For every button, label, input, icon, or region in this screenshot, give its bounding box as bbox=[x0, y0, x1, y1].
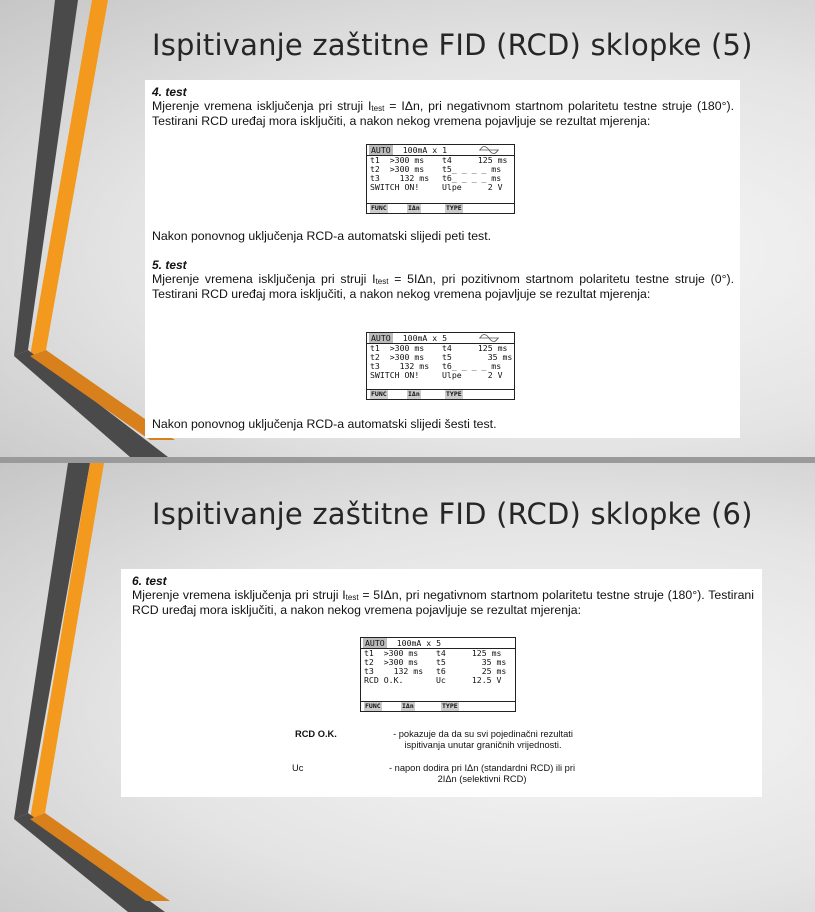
document-excerpt bbox=[121, 569, 762, 797]
legend-term: Uc bbox=[292, 763, 304, 773]
waveform-icon bbox=[478, 145, 500, 154]
meter-display bbox=[366, 332, 515, 400]
result-row: SWITCH ON! Ulpe 2 V bbox=[370, 182, 503, 192]
idn-key: IΔn bbox=[408, 204, 420, 212]
mode-label: AUTO bbox=[365, 638, 385, 648]
result-row: t2 >300 ms t5 35 ms bbox=[364, 657, 507, 667]
func-key: FUNC bbox=[371, 204, 387, 212]
func-key: FUNC bbox=[371, 390, 387, 398]
legend-term: RCD O.K. bbox=[295, 729, 337, 739]
result-row: t3 132 ms t6 25 ms bbox=[364, 666, 507, 676]
range-label: 100mA x 5 bbox=[396, 638, 442, 648]
func-key: FUNC bbox=[365, 702, 381, 710]
result-row: t3 132 ms t6_ _ _ _ ms bbox=[370, 361, 502, 371]
slide-6 bbox=[0, 463, 815, 912]
test-heading: 4. test bbox=[152, 85, 187, 99]
idn-key: IΔn bbox=[402, 702, 414, 710]
range-label: 100mA x 5 bbox=[402, 333, 448, 343]
test-4-section bbox=[152, 86, 734, 128]
softkey-bar bbox=[367, 389, 514, 399]
softkey-bar bbox=[367, 203, 514, 213]
result-row: t1 >300 ms t4 125 ms bbox=[370, 343, 508, 353]
mode-label: AUTO bbox=[371, 145, 391, 155]
test-heading: 5. test bbox=[152, 258, 187, 272]
meter-display bbox=[360, 637, 516, 712]
waveform-icon bbox=[478, 333, 500, 342]
result-row: t2 >300 ms t5_ _ _ _ ms bbox=[370, 164, 502, 174]
range-label: 100mA x 1 bbox=[402, 145, 448, 155]
test-6-section bbox=[132, 575, 754, 617]
test-note: Nakon ponovnog uključenja RCD-a automatski slijedi peti test. bbox=[152, 229, 492, 243]
test-heading: 6. test bbox=[132, 574, 167, 588]
slide-title: Ispitivanje zaštitne FID (RCD) sklopke (5) bbox=[152, 28, 753, 62]
test-5-section bbox=[152, 259, 734, 301]
document-excerpt bbox=[145, 80, 740, 438]
result-row: t2 >300 ms t5 35 ms bbox=[370, 352, 513, 362]
result-row: RCD O.K. Uc 12.5 V bbox=[364, 675, 502, 685]
test-description: Mjerenje vremena isključenja pri struji $I_{test} = 5I\Delta n$, pri pozitivnom startnom polaritetu testne struje (0°). Testirani RCD uređaj mora isključiti, a nakon nekog vremena pojavljuje se rezultat mjerenja: bbox=[152, 272, 735, 301]
test-description: Mjerenje vremena isključenja pri struji $I_{test} = I\Delta n$, pri negativnom startnom polaritetu testne struje (180°). Testirani RCD uređaj mora isključiti, a nakon nekog vremena pojavljuje se rezultat mjerenja: bbox=[152, 99, 735, 128]
mode-label: AUTO bbox=[371, 333, 391, 343]
result-row: SWITCH ON! Ulpe 2 V bbox=[370, 370, 503, 380]
result-row: t1 >300 ms t4 125 ms bbox=[364, 648, 502, 658]
result-row: t1 >300 ms t4 125 ms bbox=[370, 155, 508, 165]
meter-display bbox=[366, 144, 515, 214]
type-key: TYPE bbox=[442, 702, 458, 710]
type-key: TYPE bbox=[446, 390, 462, 398]
softkey-bar bbox=[361, 701, 515, 711]
type-key: TYPE bbox=[446, 204, 462, 212]
slide-title: Ispitivanje zaštitne FID (RCD) sklopke (6) bbox=[152, 497, 753, 531]
legend-description: - pokazuje da da su svi pojedinačni rezultati ispitivanja unutar graničnih vrijednosti. bbox=[393, 729, 573, 750]
test-note: Nakon ponovnog uključenja RCD-a automatski slijedi šesti test. bbox=[152, 417, 497, 431]
result-row: t3 132 ms t6_ _ _ _ ms bbox=[370, 173, 502, 183]
test-description: Mjerenje vremena isključenja pri struji $I_{test} = 5I\Delta n$, pri negativnom startnom polaritetu testne struje (180°). Testirani RCD uređaj mora isključiti, a nakon nekog vremena pojavljuje se rezultat mjerenja: bbox=[132, 588, 754, 617]
idn-key: IΔn bbox=[408, 390, 420, 398]
legend-description: - napon dodira pri IΔn (standardni RCD) ili pri 2IΔn (selektivni RCD) bbox=[388, 763, 576, 784]
